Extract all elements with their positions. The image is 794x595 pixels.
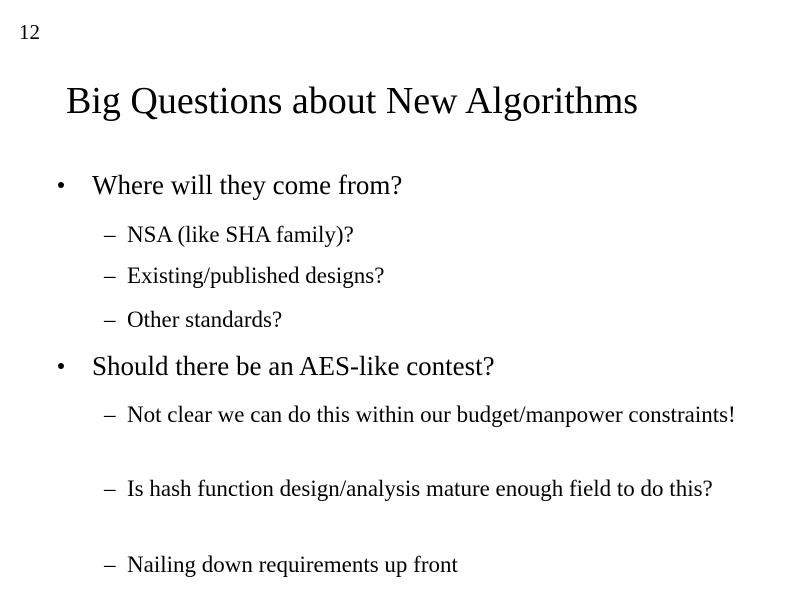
sub-bullet-text: Nailing down requirements up front <box>127 552 458 577</box>
dash-icon: – <box>104 263 116 288</box>
sub-bullet-text: Not clear we can do this within our budget/manpower constraints! <box>127 402 736 427</box>
dash-icon: – <box>104 222 116 247</box>
slide-number: 12 <box>19 20 40 44</box>
dash-icon: – <box>104 402 116 427</box>
slide-title: Big Questions about New Algorithms <box>66 80 639 122</box>
sub-bullet-text: NSA (like SHA family)? <box>127 222 354 247</box>
dash-icon: – <box>104 552 116 577</box>
dash-icon: – <box>104 476 116 501</box>
dash-icon: – <box>104 307 116 332</box>
bullet-dot-icon <box>58 363 64 369</box>
sub-bullet-text: Is hash function design/analysis mature enough field to do this? <box>127 476 713 501</box>
bullet-dot-icon <box>58 182 64 188</box>
sub-bullet-text: Other standards? <box>127 307 283 332</box>
bullet-text: Should there be an AES-like contest? <box>92 351 495 381</box>
sub-bullet-text: Existing/published designs? <box>127 263 385 288</box>
bullet-text: Where will they come from? <box>92 170 403 200</box>
